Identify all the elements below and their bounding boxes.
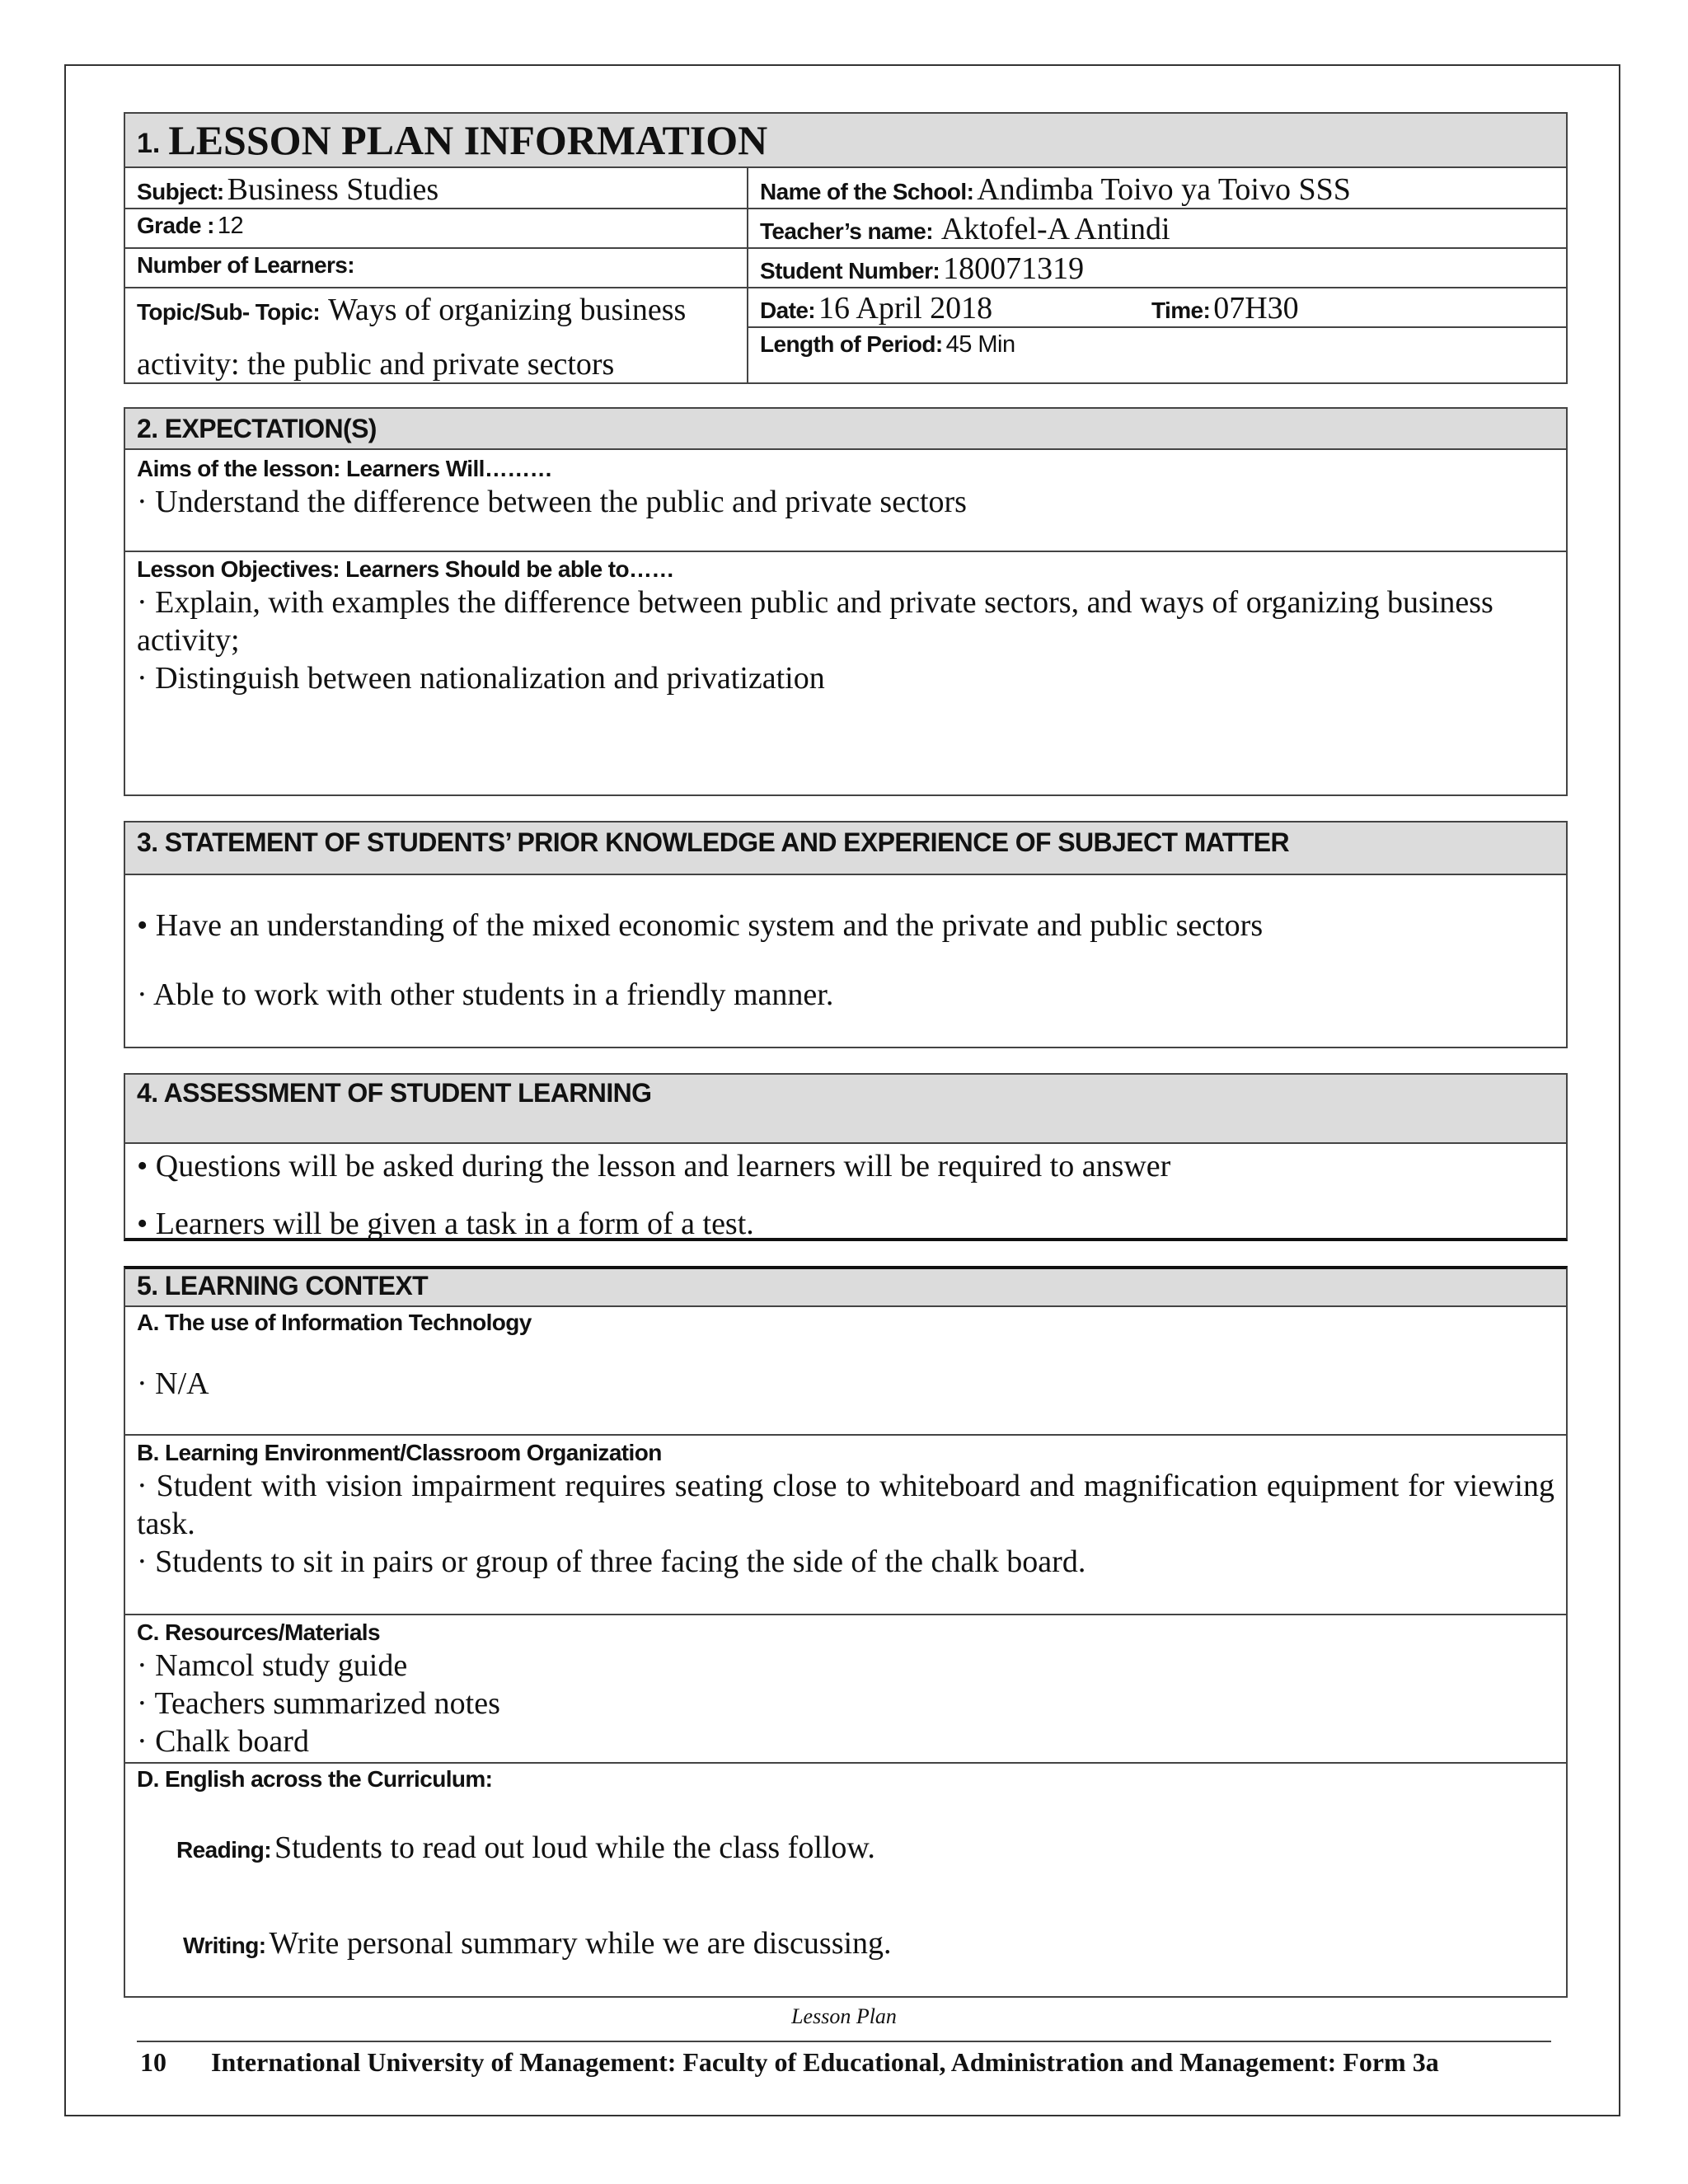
learning-context-section	[124, 1266, 1568, 1998]
environment-item: · Students to sit in pairs or group of three facing the side of the chalk board.	[137, 1544, 1086, 1579]
assessment-list	[125, 1147, 1566, 1243]
resources-label: C. Resources/Materials	[137, 1619, 380, 1645]
time-label: Time:	[1151, 298, 1211, 323]
learning-environment-block	[125, 1436, 1566, 1615]
student-number-label: Student Number:	[760, 258, 940, 284]
resource-item: · Teachers summarized notes	[137, 1686, 500, 1721]
section4-header	[125, 1075, 1566, 1144]
section3-header	[125, 823, 1566, 875]
page-number: 10	[140, 2047, 166, 2077]
grade-cell	[124, 209, 748, 248]
aims-item: · Understand the difference between the public and private sectors	[137, 485, 967, 519]
assessment-item: • Learners will be given a task in a form of a test.	[137, 1207, 754, 1241]
objective-item: · Distinguish between nationalization and privatization	[137, 661, 825, 696]
topic-label: Topic/Sub- Topic:	[137, 299, 321, 325]
assessment-item: • Questions will be asked during the lesson and learners will be required to answer	[137, 1149, 1171, 1183]
time-value: 07H30	[1213, 291, 1299, 326]
date-time-cell	[748, 288, 1567, 327]
aims-label: Aims of the lesson: Learners Will………	[137, 456, 553, 481]
prior-knowledge-section	[124, 821, 1568, 1048]
running-title: Lesson Plan	[791, 2004, 897, 2028]
environment-label: B. Learning Environment/Classroom Organization	[137, 1440, 662, 1465]
environment-item: · Student with vision impairment requires seating close to whiteboard and magnification equipment for viewing task.	[137, 1469, 1554, 1541]
objectives-label: Lesson Objectives: Learners Should be able to……	[137, 556, 674, 582]
prior-knowledge-item: • Have an understanding of the mixed economic system and the private and public sectors	[137, 908, 1264, 943]
period-cell	[748, 327, 1567, 383]
it-item: · N/A	[137, 1366, 209, 1401]
grade-value: 12	[217, 213, 244, 239]
school-value: Andimba Toivo ya Toivo SSS	[977, 172, 1351, 207]
section2-title: 2. EXPECTATION(S)	[137, 414, 377, 443]
reading-row	[176, 1830, 1554, 1866]
learners-label: Number of Learners:	[137, 252, 354, 278]
section5-title: 5. LEARNING CONTEXT	[137, 1271, 429, 1301]
topic-value-line1: Ways of organizing business	[328, 293, 687, 327]
section1-header	[125, 114, 1566, 168]
resources-block	[125, 1615, 1566, 1764]
student-number-cell	[748, 248, 1567, 288]
grade-label: Grade :	[137, 213, 214, 238]
section3-title: 3. STATEMENT OF STUDENTS’ PRIOR KNOWLEDGE AND EXPERIENCE OF SUBJECT MATTER	[137, 827, 1290, 857]
subject-value: Business Studies	[227, 172, 439, 207]
subject-label: Subject:	[137, 179, 224, 204]
school-cell	[748, 167, 1567, 209]
institution-line: International University of Management: Faculty of Educational, Administration and Management: Form 3a	[211, 2047, 1439, 2077]
section4-title: 4. ASSESSMENT OF STUDENT LEARNING	[137, 1078, 652, 1108]
writing-value: Write personal summary while we are discussing.	[269, 1926, 892, 1961]
prior-knowledge-list	[125, 907, 1566, 1014]
section1-title: LESSON PLAN INFORMATION	[168, 117, 768, 163]
english-label: D. English across the Curriculum:	[137, 1766, 493, 1792]
footer-rule	[137, 2041, 1551, 2042]
reading-value: Students to read out loud while the class follow.	[274, 1830, 875, 1865]
footer	[140, 2047, 1558, 2078]
objective-item: · Explain, with examples the difference between public and private sectors, and ways of organizing business activity;	[137, 585, 1493, 658]
teacher-value: Aktofel-A Antindi	[940, 212, 1170, 246]
teacher-label: Teacher’s name:	[760, 218, 933, 244]
resource-item: · Chalk board	[137, 1724, 309, 1759]
period-label: Length of Period:	[760, 331, 943, 357]
assessment-section	[124, 1073, 1568, 1241]
topic-cell	[124, 288, 748, 383]
section1-box	[124, 112, 1568, 168]
writing-label: Writing:	[183, 1933, 266, 1958]
reading-label: Reading:	[176, 1837, 271, 1863]
learners-cell	[124, 248, 748, 288]
section5-header	[125, 1269, 1566, 1307]
school-label: Name of the School:	[760, 179, 974, 204]
lesson-info-table	[124, 166, 1568, 384]
section1-number: 1.	[137, 128, 161, 159]
teacher-cell	[748, 209, 1567, 248]
student-number-value: 180071319	[943, 251, 1085, 286]
prior-knowledge-item: · Able to work with other students in a friendly manner.	[137, 977, 834, 1012]
subject-cell	[124, 167, 748, 209]
period-value: 45 Min	[945, 331, 1015, 358]
english-across-curriculum-block	[125, 1764, 1566, 1961]
aims-block	[125, 450, 1566, 552]
it-label: A. The use of Information Technology	[137, 1310, 532, 1335]
information-technology-block	[125, 1307, 1566, 1436]
section2-header	[125, 409, 1566, 450]
date-value: 16 April 2018	[818, 291, 993, 326]
expectations-section	[124, 407, 1568, 796]
lesson-plan-information-section	[124, 112, 1568, 384]
resource-item: · Namcol study guide	[137, 1648, 408, 1683]
writing-row	[183, 1925, 1554, 1961]
date-label: Date:	[760, 298, 816, 323]
objectives-block	[125, 552, 1566, 697]
topic-value-line2: activity: the public and private sectors	[137, 347, 615, 382]
